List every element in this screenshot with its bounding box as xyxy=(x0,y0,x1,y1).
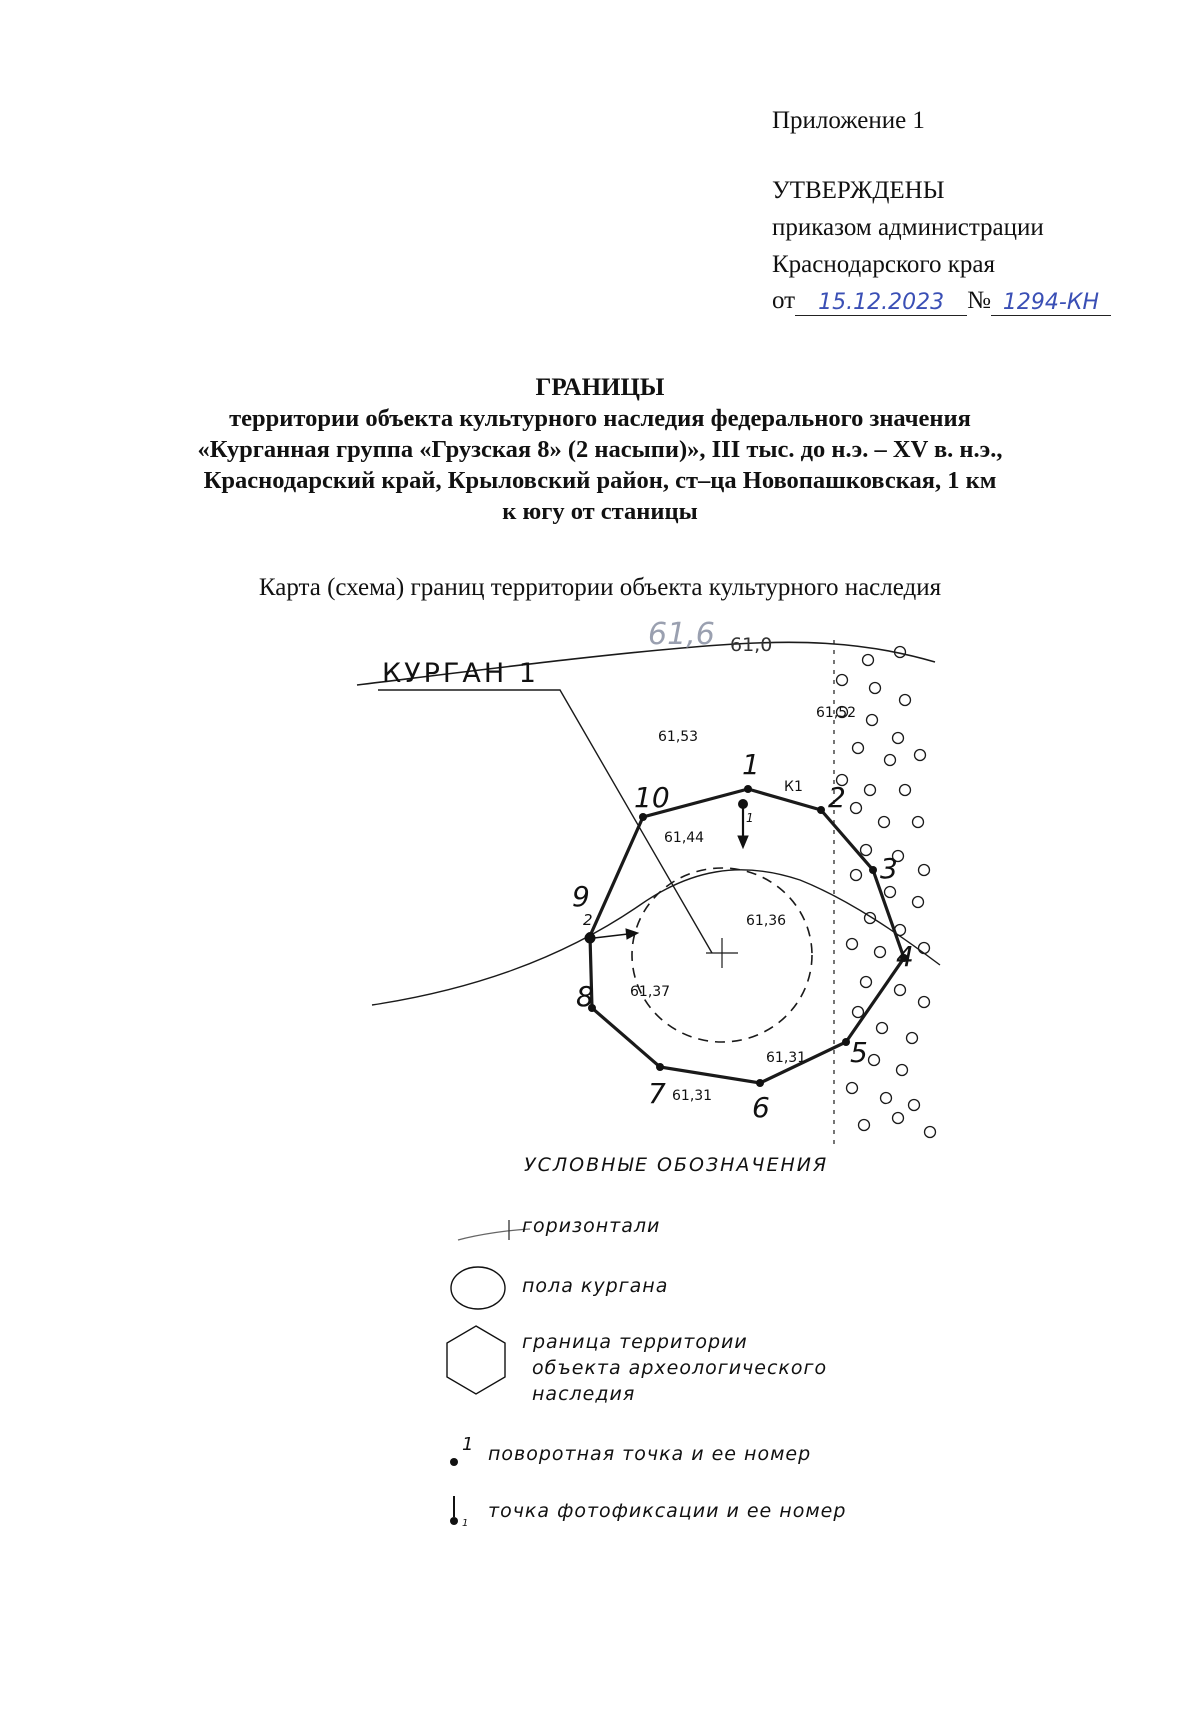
handwritten-number: 1294-КН xyxy=(1002,289,1100,315)
photo-point-icon xyxy=(450,1517,458,1525)
vegetation-circle xyxy=(865,913,876,924)
vegetation-circle xyxy=(881,1093,892,1104)
legend-label-turning-point: поворотная точка и ее номер xyxy=(488,1443,812,1465)
vegetation-circle xyxy=(919,997,930,1008)
legend-label-boundary-line2: объекта археологического xyxy=(532,1357,828,1379)
turning-point-10-label: 10 xyxy=(634,781,670,814)
vegetation-circle xyxy=(877,1023,888,1034)
turning-point-6 xyxy=(756,1079,764,1087)
elevation-61-53: 61,53 xyxy=(658,729,699,745)
photo-point-1-arrowhead xyxy=(738,836,748,848)
vegetation-circle xyxy=(875,947,886,958)
vegetation-circle xyxy=(913,897,924,908)
top-elevation-partial: 61,0 xyxy=(730,634,773,656)
elevation-61-36: 61,36 xyxy=(746,913,787,929)
title-heading: ГРАНИЦЫ xyxy=(535,374,665,401)
hexagon-icon xyxy=(447,1326,505,1394)
legend xyxy=(447,1154,846,1529)
turning-point-1-label: 1 xyxy=(742,748,760,781)
handwritten-elevation: 61,6 xyxy=(648,617,715,652)
title-line-2: «Курганная группа «Грузская 8» (2 насыпи)», III тыс. до н.э. – XV в. н.э., xyxy=(197,436,1003,463)
vegetation-circle xyxy=(919,865,930,876)
vegetation-circle xyxy=(909,1100,920,1111)
vegetation-circle xyxy=(851,870,862,881)
turning-point-4-label: 4 xyxy=(896,940,914,973)
benchmark-label: К1 xyxy=(784,779,803,795)
approved-by-line2: Краснодарского края xyxy=(772,250,995,278)
title-line-3: Краснодарский край, Крыловский район, ст–ца Новопашковская, 1 км xyxy=(203,467,997,494)
legend-label-boundary-line3: наследия xyxy=(532,1383,636,1405)
vegetation-circle xyxy=(869,1055,880,1066)
vegetation-circle xyxy=(919,943,930,954)
number-prefix: № xyxy=(967,287,991,315)
turning-point-2-label: 2 xyxy=(828,781,846,814)
vegetation-circle xyxy=(907,1033,918,1044)
photo-point-1-label: 1 xyxy=(746,811,754,825)
vegetation-circle xyxy=(865,785,876,796)
map-caption: Карта (схема) границ территории объекта культурного наследия xyxy=(258,574,942,601)
vegetation-circle xyxy=(853,1007,864,1018)
turning-point-6-label: 6 xyxy=(752,1091,770,1124)
elevation-61-52: 61,52 xyxy=(816,705,857,721)
contour-line-icon xyxy=(458,1229,530,1240)
vegetation-circle xyxy=(837,675,848,686)
legend-turning-marker: 1 xyxy=(462,1434,474,1455)
legend-label-photo-point: точка фотофиксации и ее номер xyxy=(488,1500,847,1522)
legend-title: УСЛОВНЫЕ ОБОЗНАЧЕНИЯ xyxy=(524,1154,829,1176)
vegetation-circle xyxy=(867,715,878,726)
vegetation-circle xyxy=(895,925,906,936)
vegetation-circle xyxy=(851,803,862,814)
photo-point-1 xyxy=(739,800,748,809)
legend-label-contours: горизонтали xyxy=(522,1215,661,1237)
approved-by-line1: приказом администрации xyxy=(772,213,1044,241)
vegetation-circle xyxy=(897,1065,908,1076)
vegetation-circle xyxy=(861,845,872,856)
title-line-1: территории объекта культурного наследия федерального значения xyxy=(229,405,971,432)
elevation-61-31-west: 61,31 xyxy=(672,1088,713,1104)
turning-point-5 xyxy=(842,1038,850,1046)
turning-point-5-label: 5 xyxy=(850,1036,868,1069)
vegetation-circle xyxy=(870,683,881,694)
turning-point-3-label: 3 xyxy=(880,852,898,885)
vegetation-circle xyxy=(925,1127,936,1138)
turning-point-icon xyxy=(450,1458,458,1466)
photo-point-2 xyxy=(585,933,595,943)
approved-label: УТВЕРЖДЕНЫ xyxy=(772,177,945,204)
elevation-61-31-east: 61,31 xyxy=(766,1050,807,1066)
kurgan-label: КУРГАН 1 xyxy=(382,658,539,689)
photo-point-2-label: 2 xyxy=(583,911,593,929)
vegetation-circle xyxy=(863,655,874,666)
title-line-4: к югу от станицы xyxy=(502,498,698,525)
handwritten-date: 15.12.2023 xyxy=(818,289,945,315)
vegetation-circle xyxy=(859,1120,870,1131)
turning-point-3 xyxy=(869,866,877,874)
elevation-61-44: 61,44 xyxy=(664,830,705,846)
vegetation-circle xyxy=(853,743,864,754)
vegetation-circle xyxy=(885,887,896,898)
turning-point-1 xyxy=(744,785,752,793)
turning-point-9-label: 9 xyxy=(572,880,590,913)
date-prefix: от xyxy=(772,287,796,315)
elevation-61-37: 61,37 xyxy=(630,984,671,1000)
turning-point-2 xyxy=(817,806,825,814)
legend-label-boundary-line1: граница территории xyxy=(522,1331,748,1353)
photo-point-2-direction xyxy=(594,934,628,938)
vegetation-circle xyxy=(900,695,911,706)
turning-point-10 xyxy=(639,813,647,821)
vegetation-circle xyxy=(861,977,872,988)
vegetation-circle xyxy=(900,785,911,796)
photo-point-2-arrowhead xyxy=(626,929,638,939)
legend-photo-marker: 1 xyxy=(462,1518,469,1529)
annex-label: Приложение 1 xyxy=(772,107,925,134)
ellipse-icon xyxy=(451,1267,505,1309)
vegetation-circle xyxy=(915,750,926,761)
vegetation-circle xyxy=(895,985,906,996)
vegetation-circle xyxy=(847,1083,858,1094)
turning-point-7 xyxy=(656,1063,664,1071)
turning-point-7-label: 7 xyxy=(648,1077,666,1110)
turning-point-8-label: 8 xyxy=(576,980,594,1013)
vegetation-circle xyxy=(893,733,904,744)
vegetation-circle xyxy=(893,1113,904,1124)
vegetation-circle xyxy=(847,939,858,950)
vegetation-circle xyxy=(913,817,924,828)
vegetation-circle xyxy=(879,817,890,828)
legend-label-mound: пола кургана xyxy=(522,1275,669,1297)
vegetation-circle xyxy=(885,755,896,766)
